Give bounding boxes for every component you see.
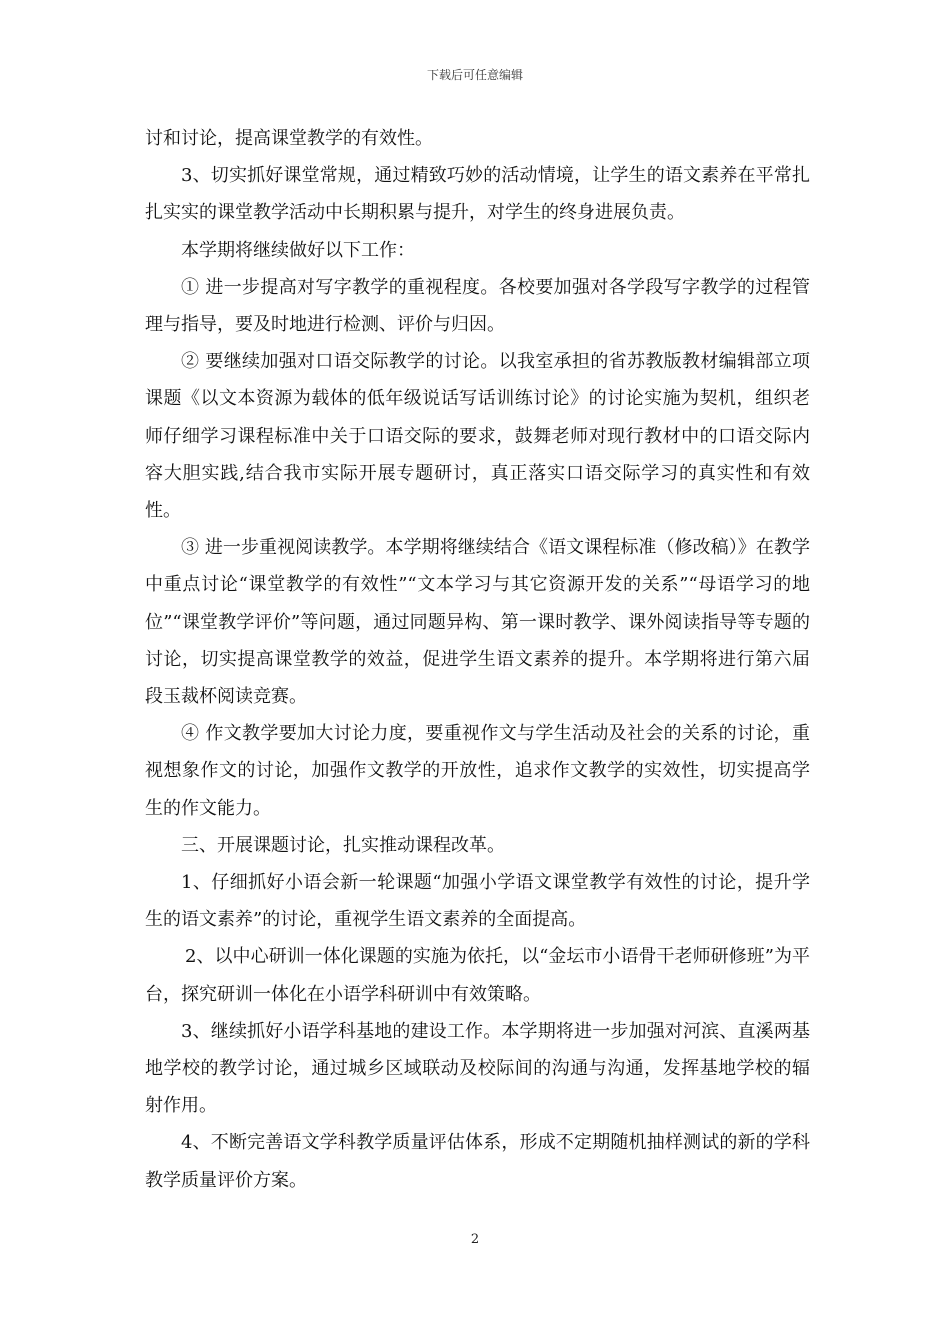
paragraph: 3、切实抓好课堂常规，通过精致巧妙的活动情境，让学生的语文素养在平常扎扎实实的课堂教学活动中长期积累与提升，对学生的终身进展负责。 xyxy=(145,165,810,224)
paragraph: 3、继续抓好小语学科基地的建设工作。本学期将进一步加强对河滨、直溪两基地学校的教学讨论，通过城乡区域联动及校际间的沟通与沟通，发挥基地学校的辐射作用。 xyxy=(145,1020,810,1117)
paragraph: 4、不断完善语文学科教学质量评估体系，形成不定期随机抽样测试的新的学科教学质量评价方案。 xyxy=(145,1132,810,1191)
page-header: 下载后可任意编辑 xyxy=(426,68,523,82)
paragraph-continuation: 讨和讨论，提高课堂教学的有效性。 xyxy=(145,128,433,149)
paragraph: ② 要继续加强对口语交际教学的讨论。以我室承担的省苏教版教材编辑部立项课题《以文本资源为载体的低年级说话写话训练讨论》的讨论实施为契机，组织老师仔细学习课程标准中关于口语交际的要求，鼓舞老师对现行教材中的口语交际内容大胆实践,结合我市实际开展专题研讨，真正落实口语交际学习的真实性和有效性。 xyxy=(145,351,810,522)
page-number: 2 xyxy=(470,1232,480,1247)
paragraph: ④ 作文教学要加大讨论力度，要重视作文与学生活动及社会的关系的讨论，重视想象作文的讨论，加强作文教学的开放性，追求作文教学的实效性，切实提高学生的作文能力。 xyxy=(145,723,810,819)
paragraph: 1、仔细抓好小语会新一轮课题“加强小学语文课堂教学有效性的讨论，提升学生的语文素养”的讨论，重视学生语文素养的全面提高。 xyxy=(145,872,810,931)
paragraph: 本学期将继续做好以下工作： xyxy=(181,239,415,261)
paragraph: ③ 进一步重视阅读教学。本学期将继续结合《语文课程标准（修改稿）》在教学中重点讨论“课堂教学的有效性”“文本学习与其它资源开发的关系”“母语学习的地位”“课堂教学评价”等问题，通过同题异构、第一课时教学、课外阅读指导等专题的讨论，切实提高课堂教学的效益，促进学生语文素养的提升。本学期将进行第六届段玉裁杯阅读竞赛。 xyxy=(145,537,810,708)
document-body xyxy=(145,120,810,1199)
section-heading: 三、开展课题讨论，扎实推动课程改革。 xyxy=(181,834,505,856)
paragraph: ① 进一步提高对写字教学的重视程度。各校要加强对各学段写字教学的过程管理与指导，要及时地进行检测、评价与归因。 xyxy=(145,276,810,336)
paragraph: 2、以中心研训一体化课题的实施为依托，以“金坛市小语骨干老师研修班”为平台，探究研训一体化在小语学科研训中有效策略。 xyxy=(145,946,810,1005)
